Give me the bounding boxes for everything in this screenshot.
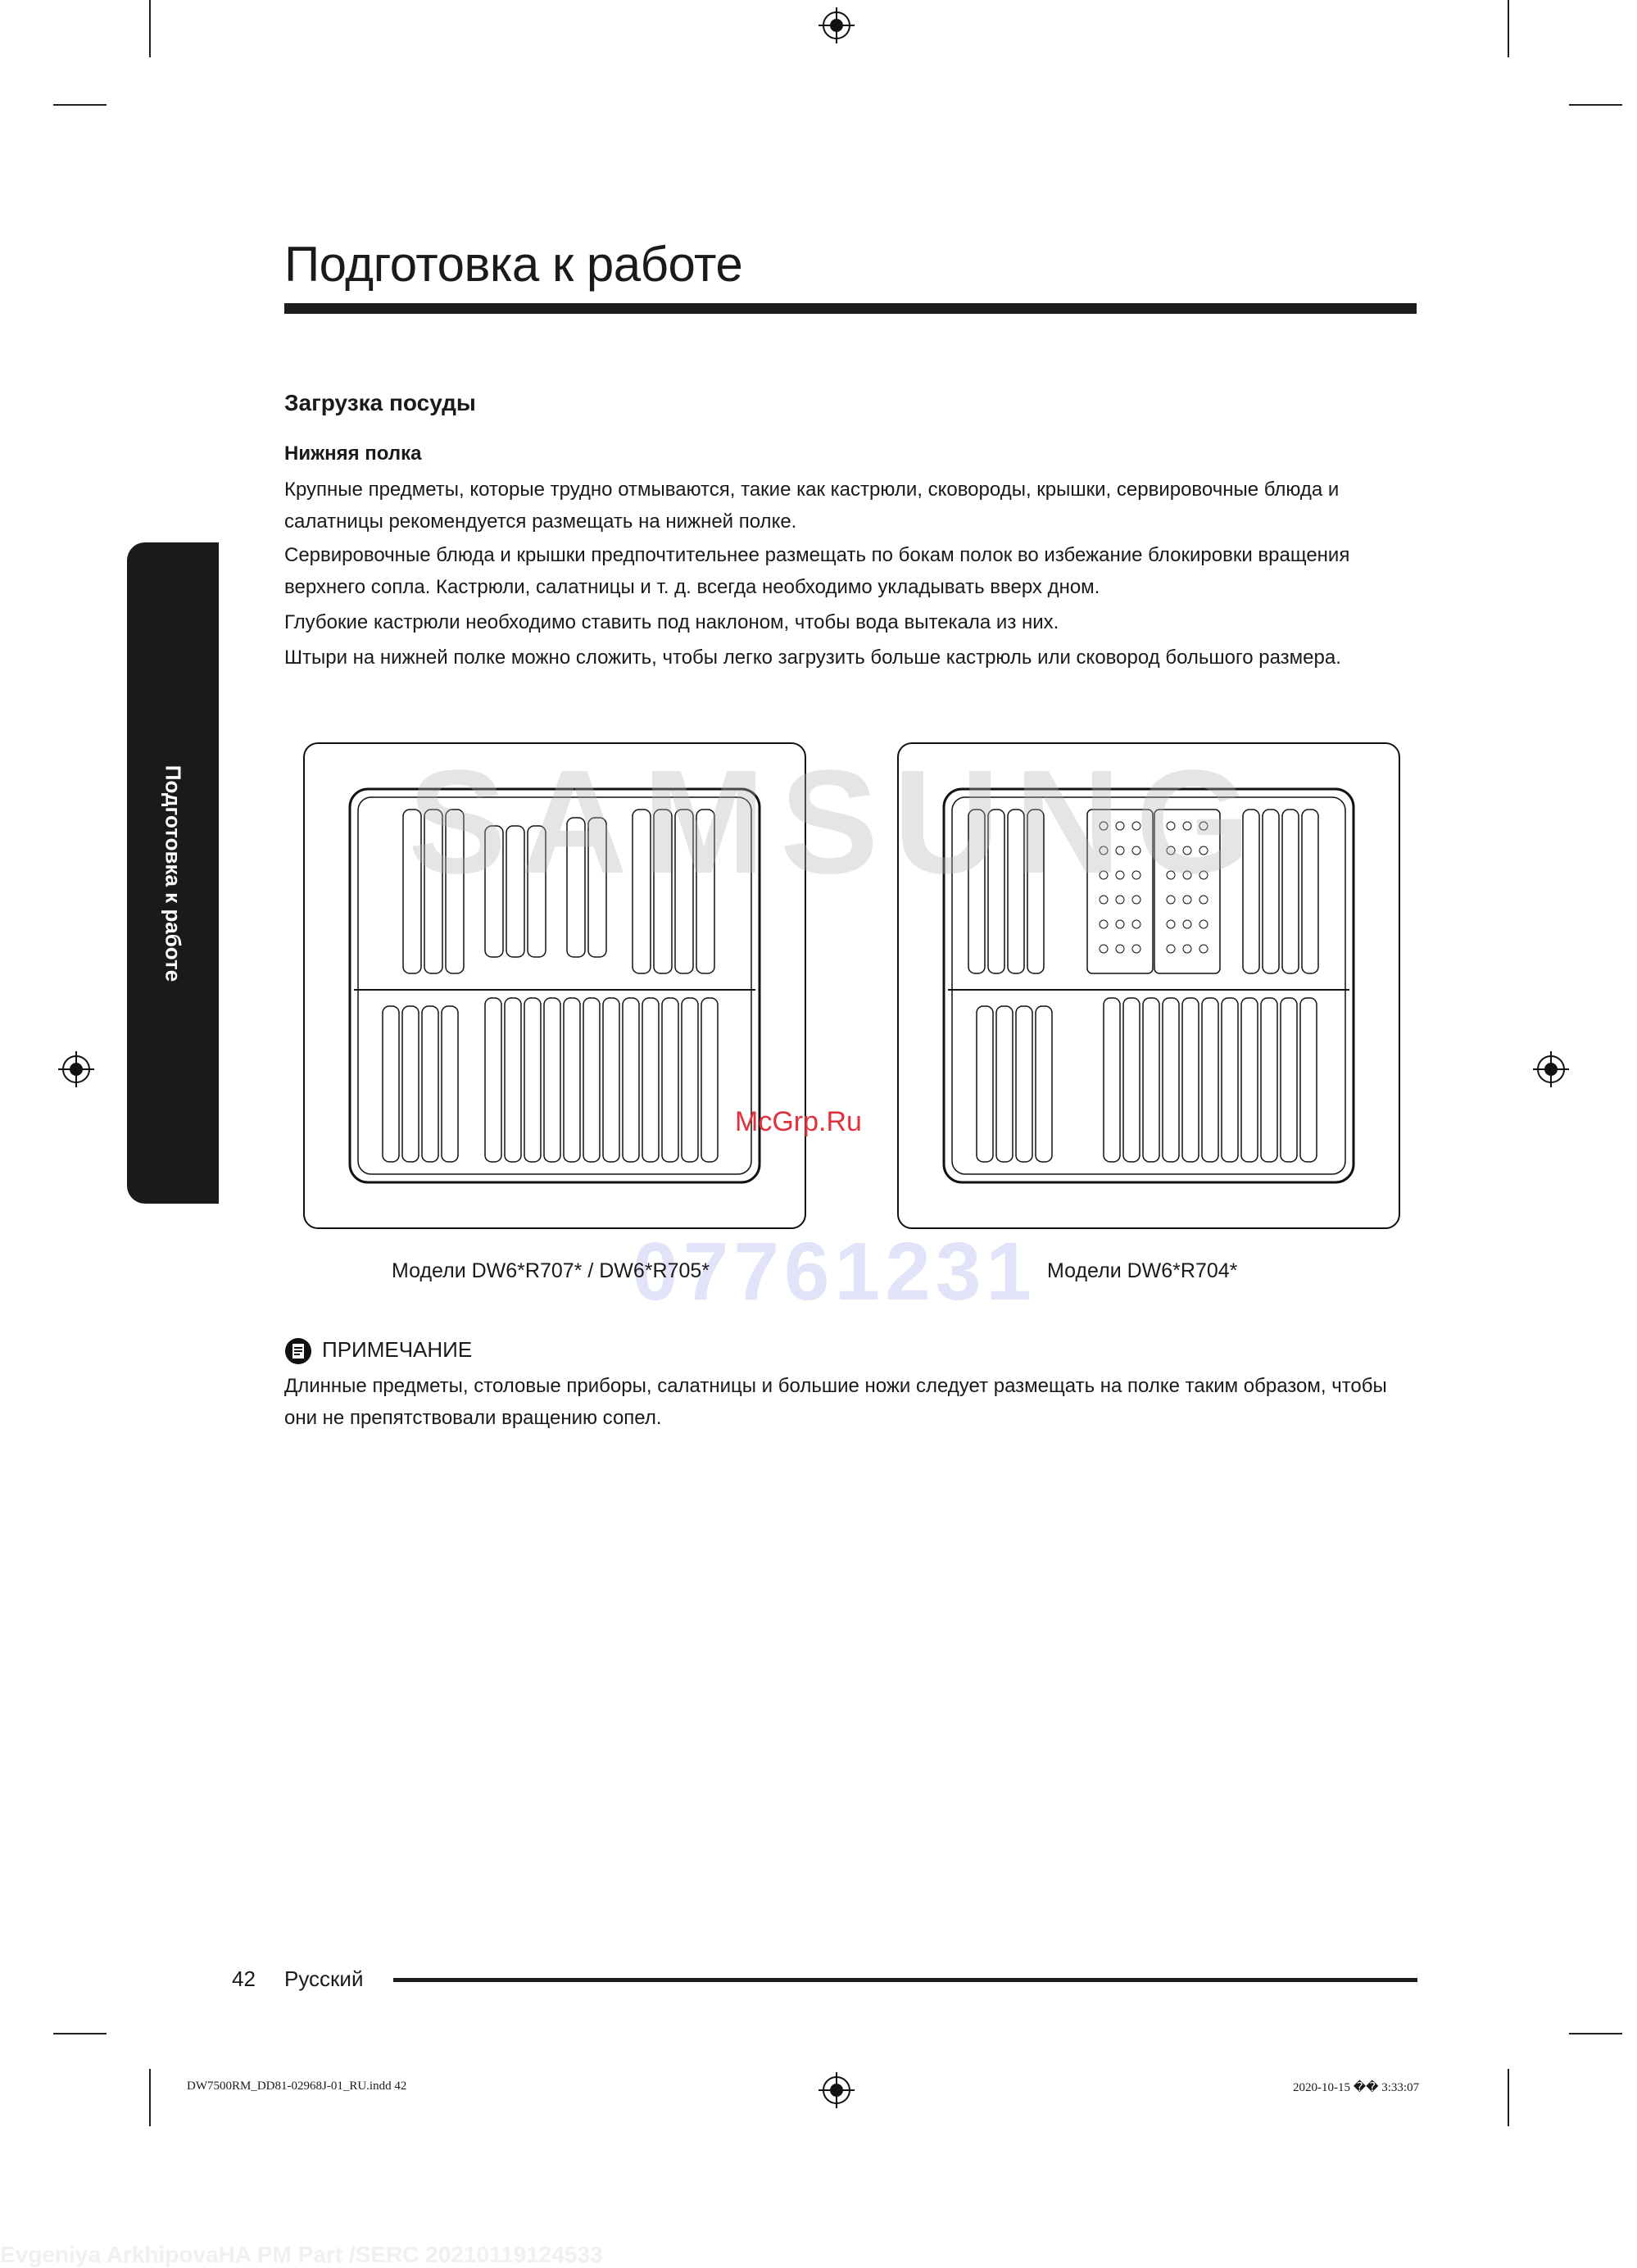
registration-mark-top <box>818 7 855 44</box>
brand-watermark: SAMSUNG <box>408 740 1266 905</box>
bottom-stamp-watermark: Evgeniya ArkhipovaHA PM Part /SERC 20210119124533 <box>0 2242 603 2267</box>
crop-mark <box>1508 0 1509 57</box>
crop-mark <box>149 2069 151 2126</box>
title-rule <box>284 303 1417 314</box>
subsection-heading: Нижняя полка <box>284 442 422 465</box>
crop-mark <box>1569 104 1622 106</box>
footer-language: Русский <box>284 1966 364 1991</box>
crop-mark <box>53 2033 107 2034</box>
paragraph: Глубокие кастрюли необходимо ставить под наклоном, чтобы вода вытекала из них. <box>284 611 1059 633</box>
page-title: Подготовка к работе <box>284 237 743 292</box>
footer-rule <box>393 1978 1417 1982</box>
print-slug-date: 2020-10-15 �� 3:33:07 <box>1293 2081 1420 2094</box>
note-icon <box>284 1337 312 1365</box>
number-watermark: 07761231 <box>633 1226 1036 1318</box>
side-tab-label: Подготовка к работе <box>161 764 186 982</box>
crop-mark <box>53 104 107 106</box>
paragraph: Сервировочные блюда и крышки предпочтительнее размещать по бокам полок во избежание блокировки вращения верхнего сопла. Кастрюли, салатницы и т. д. всегда необходимо укладывать вверх дном. <box>284 544 1350 598</box>
side-tab <box>127 542 219 1204</box>
paragraph: Штыри на нижней полке можно сложить, чтобы легко загрузить больше кастрюль или сковород большого размера. <box>284 646 1341 669</box>
note-text: Длинные предметы, столовые приборы, салатницы и большие ножи следует размещать на полке таким образом, чтобы они не препятствовали вращению сопел. <box>284 1375 1387 1429</box>
note-title: ПРИМЕЧАНИЕ <box>322 1337 473 1362</box>
figure-caption: Модели DW6*R707* / DW6*R705* <box>392 1259 710 1282</box>
paragraph: Крупные предметы, которые трудно отмываются, такие как кастрюли, сковороды, крышки, сервировочные блюда и салатницы рекомендуется размещать на нижней полке. <box>284 479 1340 533</box>
crop-mark <box>1508 2069 1509 2126</box>
crop-mark <box>149 0 151 57</box>
registration-mark-left <box>57 1050 95 1088</box>
figure-caption: Модели DW6*R704* <box>1047 1259 1238 1282</box>
print-slug-file: DW7500RM_DD81-02968J-01_RU.indd 42 <box>187 2080 407 2093</box>
crop-mark <box>1569 2033 1622 2034</box>
site-watermark: McGrp.Ru <box>735 1106 862 1137</box>
registration-mark-right <box>1532 1050 1570 1088</box>
registration-mark-bottom <box>818 2071 855 2109</box>
section-heading: Загрузка посуды <box>284 390 476 415</box>
page-number: 42 <box>232 1966 256 1991</box>
